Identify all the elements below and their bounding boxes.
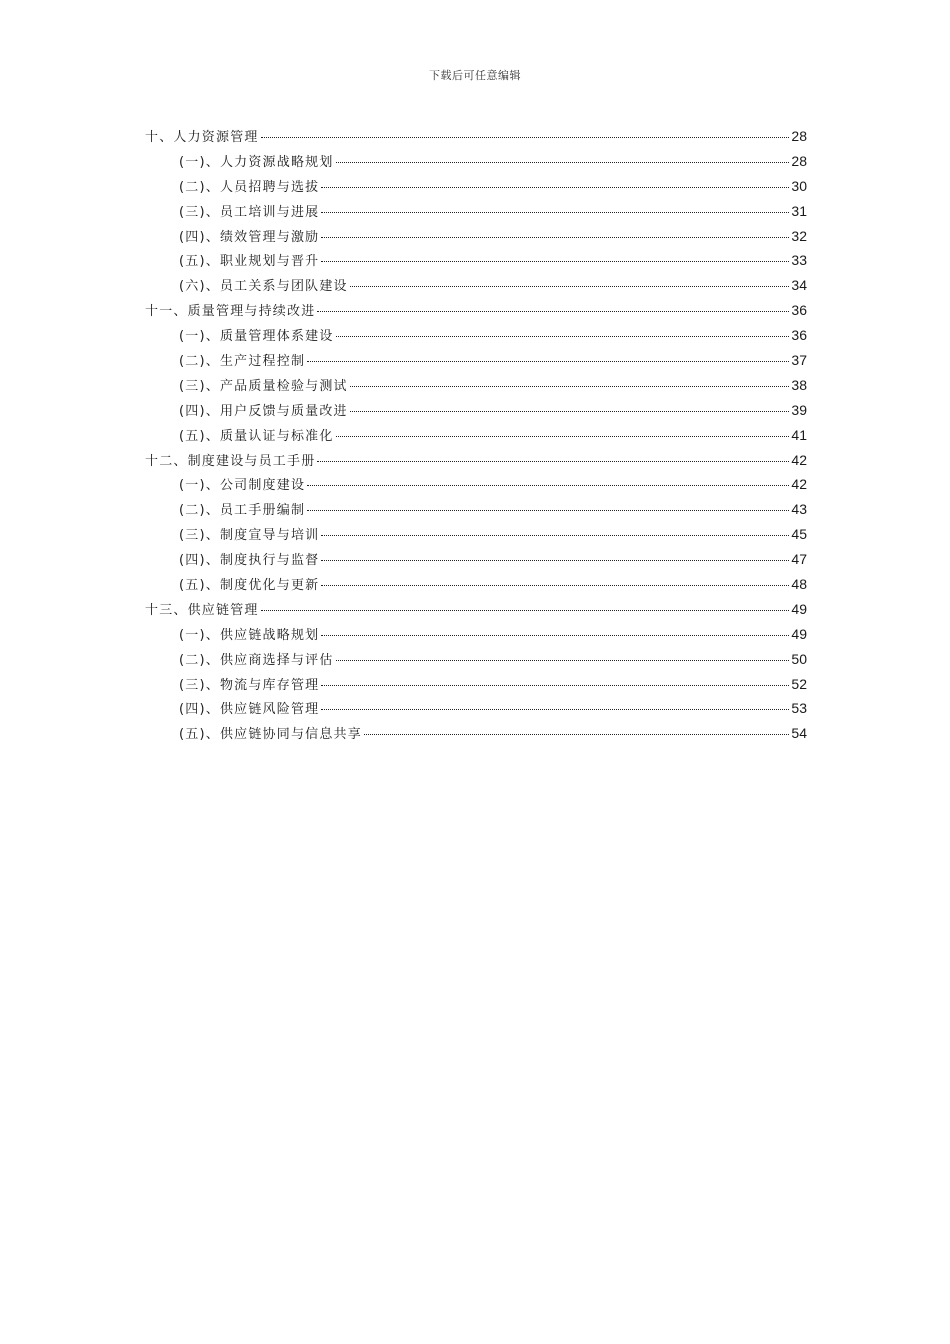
- toc-page-number: 49: [791, 625, 807, 642]
- toc-section-entry[interactable]: [145, 474, 807, 499]
- toc-section-entry[interactable]: [145, 350, 807, 375]
- toc-page-number: 31: [791, 202, 807, 219]
- toc-page-number: 45: [791, 526, 807, 543]
- toc-chapter-entry[interactable]: [145, 450, 807, 475]
- toc-page-number: 36: [791, 302, 807, 319]
- toc-section-entry[interactable]: [145, 201, 807, 226]
- toc-page-number: 42: [791, 451, 807, 468]
- toc-dot-leader: [321, 261, 789, 262]
- toc-entry-title: (四)、制度执行与监督: [179, 553, 320, 569]
- toc-entry-title: 十、人力资源管理: [145, 130, 259, 145]
- toc-section-entry[interactable]: [145, 400, 807, 425]
- toc-entry-title: (三)、制度宣导与培训: [179, 528, 320, 544]
- toc-section-entry[interactable]: [145, 250, 807, 275]
- page-header: 下载后可任意编辑: [429, 69, 521, 82]
- toc-entry-title: (三)、物流与库存管理: [179, 677, 320, 693]
- toc-entry-title: 十二、制度建设与员工手册: [145, 453, 316, 469]
- toc-entry-title: (二)、员工手册编制: [179, 503, 306, 519]
- toc-dot-leader: [336, 436, 790, 437]
- toc-section-entry[interactable]: [145, 574, 807, 599]
- toc-page-number: 48: [791, 576, 807, 593]
- toc-section-entry[interactable]: [145, 549, 807, 574]
- toc-entry-title: (四)、供应链风险管理: [179, 702, 320, 718]
- toc-page-number: 28: [791, 128, 807, 144]
- toc-page-number: 41: [791, 426, 807, 443]
- toc-section-entry[interactable]: [145, 674, 807, 699]
- toc-dot-leader: [321, 535, 789, 536]
- toc-page-number: 39: [791, 401, 807, 418]
- toc-entry-title: 十三、供应链管理: [145, 602, 259, 618]
- toc-page-number: 37: [791, 352, 807, 369]
- toc-section-entry[interactable]: [145, 425, 807, 450]
- toc-chapter-entry[interactable]: [145, 599, 807, 624]
- toc-dot-leader: [321, 585, 789, 586]
- toc-page-number: 38: [791, 376, 807, 393]
- toc-dot-leader: [317, 311, 789, 312]
- toc-dot-leader: [336, 162, 790, 163]
- toc-entry-title: (三)、产品质量检验与测试: [179, 378, 348, 394]
- toc-entry-title: (一)、质量管理体系建设: [179, 329, 334, 345]
- toc-dot-leader: [307, 485, 789, 486]
- toc-entry-title: (三)、员工培训与进展: [179, 204, 320, 220]
- toc-entry-title: (五)、供应链协同与信息共享: [179, 727, 362, 743]
- toc-entry-title: (一)、人力资源战略规划: [179, 154, 334, 170]
- toc-dot-leader: [261, 610, 790, 611]
- toc-page-number: 30: [791, 177, 807, 194]
- toc-section-entry[interactable]: [145, 275, 807, 300]
- toc-dot-leader: [350, 386, 790, 387]
- toc-dot-leader: [307, 510, 789, 511]
- toc-dot-leader: [321, 187, 789, 188]
- toc-entry-title: 十一、质量管理与持续改进: [145, 304, 316, 320]
- table-of-contents: [145, 126, 807, 748]
- toc-chapter-entry[interactable]: [145, 300, 807, 325]
- toc-page-number: 28: [791, 152, 807, 169]
- toc-dot-leader: [317, 461, 789, 462]
- toc-dot-leader: [261, 137, 790, 138]
- toc-dot-leader: [364, 734, 789, 735]
- toc-page-number: 34: [791, 277, 807, 294]
- toc-dot-leader: [321, 237, 789, 238]
- toc-dot-leader: [321, 635, 789, 636]
- toc-page-number: 50: [791, 650, 807, 667]
- toc-dot-leader: [336, 660, 790, 661]
- toc-entry-title: (六)、员工关系与团队建设: [179, 279, 348, 295]
- toc-entry-title: (四)、绩效管理与激励: [179, 229, 320, 245]
- toc-section-entry[interactable]: [145, 325, 807, 350]
- toc-dot-leader: [336, 336, 790, 337]
- toc-section-entry[interactable]: [145, 723, 807, 748]
- toc-page-number: 42: [791, 476, 807, 493]
- toc-chapter-entry[interactable]: [145, 126, 807, 151]
- toc-dot-leader: [321, 212, 789, 213]
- toc-section-entry[interactable]: [145, 524, 807, 549]
- toc-dot-leader: [350, 411, 790, 412]
- toc-page-number: 47: [791, 551, 807, 568]
- toc-section-entry[interactable]: [145, 649, 807, 674]
- toc-entry-title: (二)、供应商选择与评估: [179, 652, 334, 668]
- toc-entry-title: (四)、用户反馈与质量改进: [179, 403, 348, 419]
- toc-entry-title: (五)、职业规划与晋升: [179, 254, 320, 270]
- toc-entry-title: (五)、制度优化与更新: [179, 578, 320, 594]
- toc-entry-title: (二)、人员招聘与选拔: [179, 179, 320, 195]
- toc-dot-leader: [307, 361, 789, 362]
- toc-section-entry[interactable]: [145, 624, 807, 649]
- toc-page-number: 33: [791, 252, 807, 269]
- toc-section-entry[interactable]: [145, 151, 807, 176]
- toc-section-entry[interactable]: [145, 375, 807, 400]
- toc-page-number: 32: [791, 227, 807, 244]
- toc-page-number: 36: [791, 327, 807, 344]
- toc-page-number: 49: [791, 600, 807, 617]
- toc-section-entry[interactable]: [145, 698, 807, 723]
- toc-page-number: 52: [791, 675, 807, 692]
- toc-section-entry[interactable]: [145, 499, 807, 524]
- toc-page-number: 53: [791, 700, 807, 717]
- toc-dot-leader: [321, 560, 789, 561]
- toc-section-entry[interactable]: [145, 176, 807, 201]
- toc-entry-title: (二)、生产过程控制: [179, 354, 306, 370]
- toc-entry-title: (一)、供应链战略规划: [179, 627, 320, 643]
- toc-section-entry[interactable]: [145, 226, 807, 251]
- toc-page-number: 54: [791, 725, 807, 742]
- toc-dot-leader: [321, 709, 789, 710]
- toc-entry-title: (一)、公司制度建设: [179, 478, 306, 494]
- toc-page-number: 43: [791, 501, 807, 518]
- toc-entry-title: (五)、质量认证与标准化: [179, 428, 334, 444]
- toc-dot-leader: [321, 685, 789, 686]
- toc-dot-leader: [350, 286, 790, 287]
